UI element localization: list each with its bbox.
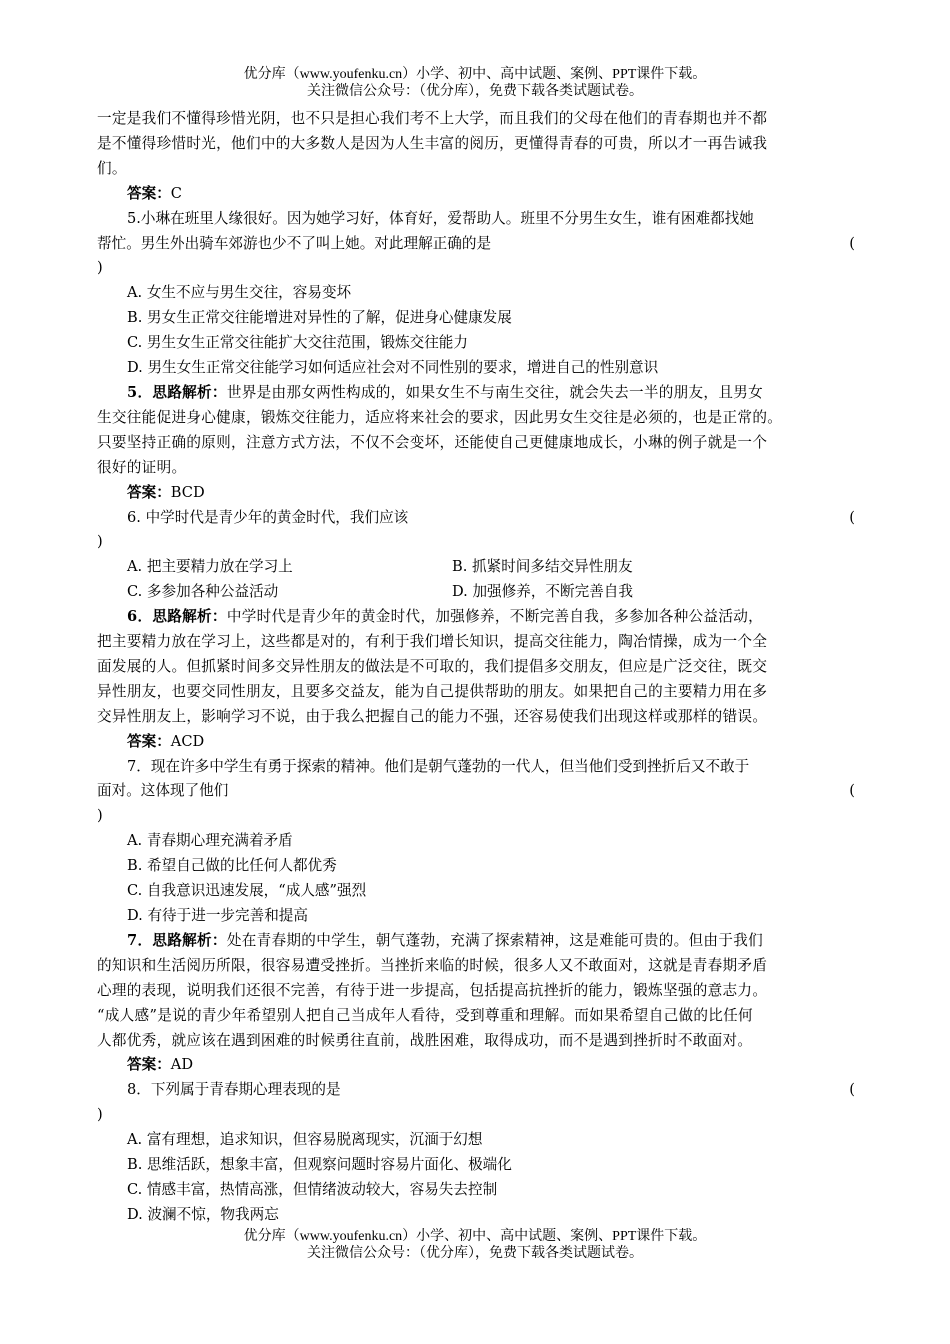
text-line: “成人感”是说的青少年希望别人把自己当成年人看待，受到尊重和理解。而如果希望自己做的比任何 (97, 1006, 753, 1024)
answer-label: 答案： (127, 732, 171, 750)
paren-close: ) (97, 533, 103, 551)
paren-open: ( (849, 1081, 855, 1099)
answer-value: AD (170, 1056, 194, 1074)
answer-label: 答案： (127, 483, 171, 501)
answer-label: 答案： (127, 184, 171, 202)
explanation-label: 5．思路解析： (127, 383, 227, 401)
question-5-stem: 5.小琳在班里人缘很好。因为她学习好，体育好，爱帮助人。班里不分男生女生，谁有困难都找她 (127, 209, 754, 227)
explanation-text: 世界是由那女两性构成的，如果女生不与南生交往，就会失去一半的朋友，且男女 (226, 383, 764, 401)
answer-value: C (170, 184, 182, 202)
text-line: 面发展的人。但抓紧时间多交异性朋友的做法是不可取的，我们提倡多交朋友，但应是广泛交往，既交 (97, 657, 768, 675)
explanation-7 (97, 929, 855, 954)
answer-line (97, 182, 855, 207)
option-c: C. 情感丰富，热情高涨，但情绪波动较大，容易失去控制 (127, 1180, 498, 1198)
option-b: B. 希望自己做的比任何人都优秀 (127, 857, 337, 875)
question-7-stem: 7．现在许多中学生有勇于探索的精神。他们是朝气蓬勃的一代人，但当他们受到挫折后又不敢于 (127, 757, 750, 775)
answer-label: 答案： (127, 1056, 171, 1074)
text-line: 生交往能促进身心健康，锻炼交往能力，适应将来社会的要求，因此男女生交往是必须的，也是正常的。 (97, 408, 783, 426)
document-body (97, 107, 855, 1228)
options-row (97, 555, 855, 580)
question-6-stem (97, 506, 855, 531)
header-line-2: 关注微信公众号：（优分库），免费下载各类试题试卷。 (307, 83, 643, 99)
paren-open: ( (849, 234, 855, 252)
answer-value: ACD (170, 732, 205, 750)
text-line: 是不懂得珍惜时光，他们中的大多数人是因为人生丰富的阅历，更懂得青春的可贵，所以才一再告诫我 (97, 134, 768, 152)
question-7-stem-line2 (97, 779, 855, 804)
explanation-5 (97, 381, 855, 406)
option-d: D. 有待于进一步完善和提高 (127, 907, 308, 924)
explanation-text: 处在青春期的中学生，朝气蓬勃，充满了探索精神，这是难能可贵的。但由于我们 (226, 931, 764, 949)
paren-open: ( (849, 782, 855, 800)
footer-line-2: 关注微信公众号：（优分库），免费下载各类试题试卷。 (307, 1245, 643, 1261)
paren-open: ( (849, 508, 855, 526)
stem-text: 帮忙。男生外出骑车郊游也少不了叫上她。对此理解正确的是 (97, 234, 492, 252)
answer-value: BCD (170, 483, 205, 501)
paren-close: ) (97, 259, 103, 277)
text-line: 异性朋友，也要交同性朋友，且要多交益友，能为自己提供帮助的朋友。如果把自己的主要精力用在多 (97, 682, 768, 700)
answer-line (97, 1053, 855, 1078)
paren-close: ) (97, 807, 103, 825)
option-b: B. 男女生正常交往能增进对异性的了解，促进身心健康发展 (127, 309, 512, 327)
text-line: 只要坚持正确的原则，注意方式方法，不仅不会变坏，还能使自己更健康地成长，小琳的例子就是一个 (97, 433, 768, 451)
paren-close: ) (97, 1106, 103, 1124)
text-line: 的知识和生活阅历所限，很容易遭受挫折。当挫折来临的时候，很多人又不敢面对，这就是青春期矛盾 (97, 956, 768, 974)
option-a: A. 把主要精力放在学习上 (127, 558, 293, 576)
option-d: D. 加强修养，不断完善自我 (452, 583, 633, 601)
stem-text: 面对。这体现了他们 (97, 782, 229, 800)
options-row (97, 580, 855, 605)
text-line: 交异性朋友上，影响学习不说，由于我么把握自己的能力不强，还容易使我们出现这样或那样的错误。 (97, 707, 768, 725)
explanation-6 (97, 605, 855, 630)
text-line: 把主要精力放在学习上，这些都是对的，有利于我们增长知识，提高交往能力，陶冶情操，成为一个全 (97, 633, 768, 651)
option-c: C. 男生女生正常交往能扩大交往范围，锻炼交往能力 (127, 334, 468, 352)
option-a: A. 富有理想，追求知识，但容易脱离现实，沉湎于幻想 (127, 1131, 483, 1149)
footer-line-1: 优分库（www.youfenku.cn）小学、初中、高中试题、案例、PPT课件下载。 (243, 1229, 707, 1244)
text-line: 们。 (97, 159, 127, 177)
answer-line (97, 481, 855, 506)
explanation-text: 中学时代是青少年的黄金时代，加强修养，不断完善自我，多参加各种公益活动， (226, 608, 764, 626)
explanation-label: 7．思路解析： (127, 931, 227, 949)
stem-text: 8．下列属于青春期心理表现的是 (127, 1081, 341, 1099)
explanation-label: 6．思路解析： (127, 608, 227, 626)
option-c: C. 自我意识迅速发展，“成人感”强烈 (127, 882, 367, 900)
option-b: B. 思维活跃，想象丰富，但观察问题时容易片面化、极端化 (127, 1156, 512, 1174)
option-d: D. 男生女生正常交往能学习如何适应社会对不同性别的要求，增进自己的性别意识 (127, 359, 659, 377)
option-b: B. 抓紧时间多结交异性朋友 (452, 558, 633, 576)
option-d: D. 波澜不惊，物我两忘 (127, 1205, 279, 1223)
text-line: 很好的证明。 (97, 458, 187, 476)
page-header (0, 66, 950, 100)
option-a: A. 青春期心理充满着矛盾 (127, 832, 293, 850)
answer-line (97, 730, 855, 755)
question-8-stem (97, 1078, 855, 1103)
stem-text: 6. 中学时代是青少年的黄金时代，我们应该 (127, 508, 409, 526)
text-line: 一定是我们不懂得珍惜光阴，也不只是担心我们考不上大学，而且我们的父母在他们的青春期也并不都 (97, 110, 768, 127)
text-line: 人都优秀，就应该在遇到困难的时候勇往直前，战胜困难，取得成功，而不是遇到挫折时不敢面对。 (97, 1031, 753, 1049)
header-line-1: 优分库（www.youfenku.cn）小学、初中、高中试题、案例、PPT课件下载。 (243, 67, 707, 82)
page-footer (0, 1228, 950, 1262)
text-line: 心理的表现，说明我们还很不完善，有待于进一步提高，包括提高抗挫折的能力，锻炼坚强的意志力。 (97, 981, 768, 999)
option-c: C. 多参加各种公益活动 (127, 583, 279, 601)
question-5-stem-line2 (97, 232, 855, 257)
option-a: A. 女生不应与男生交往，容易变坏 (127, 284, 352, 302)
